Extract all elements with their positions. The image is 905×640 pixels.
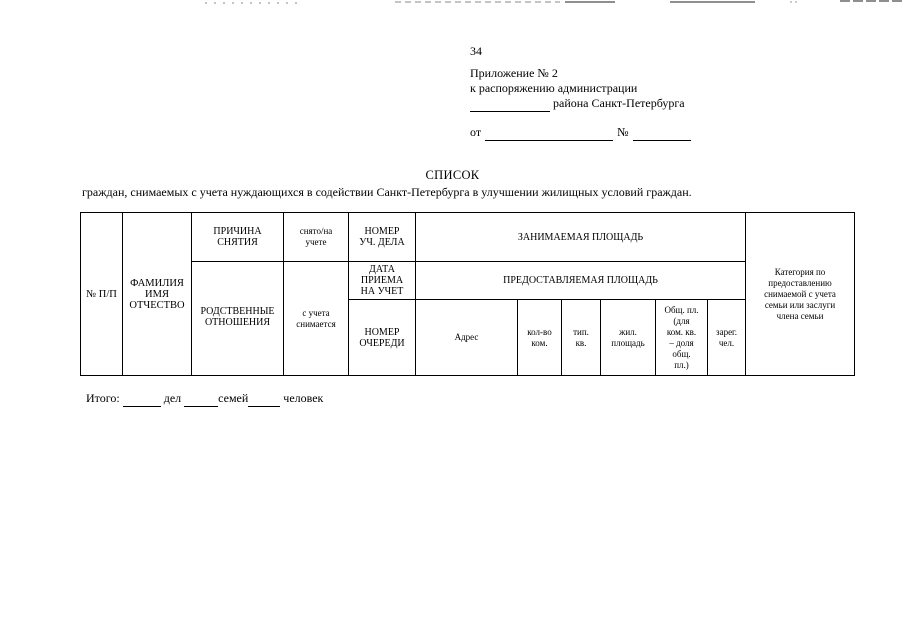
number-blank [633,125,691,141]
number-sign: № [617,125,629,139]
occupied-area-header: ЗАНИМАЕМАЯ ПЛОЩАДЬ [416,213,746,262]
col-queue-number-header: НОМЕР ОЧЕРЕДИ [349,300,416,376]
sub-rooms-header: кол-во ком. [518,300,562,376]
date-number-line [470,125,691,141]
col-reason-header: ПРИЧИНА СНЯТИЯ [192,213,284,262]
document-title: СПИСОК [425,168,480,182]
cases-blank [123,391,161,407]
col-case-number-header: НОМЕР УЧ. ДЕЛА [349,213,416,262]
col-date-accept-header: ДАТА ПРИЕМА НА УЧЕТ [349,262,416,300]
col-name-header: ФАМИЛИЯ ИМЯ ОТЧЕСТВО [123,213,192,376]
appendix-block [470,66,685,112]
provided-area-header: ПРЕДОСТАВЛЯЕМАЯ ПЛОЩАДЬ [416,262,746,300]
col-category-header: Категория по предоставлению снимаемой с учета семьи или заслуги члена семьи [746,213,855,376]
document-subtitle: граждан, снимаемых с учета нуждающихся в содействии Санкт-Петербурга в улучшении жилищных условий граждан. [82,185,692,199]
col-removed-from-header: с учета снимается [284,262,349,376]
col-removed-header: снято/на учете [284,213,349,262]
totals-cases: дел [163,391,182,405]
sub-living-area-header: жил. площадь [601,300,656,376]
totals-label: Итого: [86,391,120,405]
sub-type-header: тип. кв. [562,300,601,376]
date-blank [485,125,613,141]
scan-artifacts [0,0,905,10]
totals-families: семей [218,391,249,405]
totals-people: человек [283,391,324,405]
date-prefix: от [470,125,482,139]
appendix-line-3 [470,96,685,112]
people-blank [248,391,280,407]
sub-total-area-header: Общ. пл. (для ком. кв. – доля общ. пл.) [656,300,708,376]
sub-address-header: Адрес [416,300,518,376]
citizens-table [80,212,855,376]
page-number: 34 [470,44,482,58]
families-blank [184,391,218,407]
district-blank [470,96,550,112]
appendix-line-2: к распоряжению администрации [470,81,638,95]
col-relations-header: РОДСТВЕННЫЕ ОТНОШЕНИЯ [192,262,284,376]
col-number-header: № П/П [81,213,123,376]
sub-registered-header: зарег. чел. [708,300,746,376]
totals-line [86,391,323,407]
appendix-line-3-text: района Санкт-Петербурга [553,96,685,110]
appendix-title: Приложение № 2 [470,66,558,80]
